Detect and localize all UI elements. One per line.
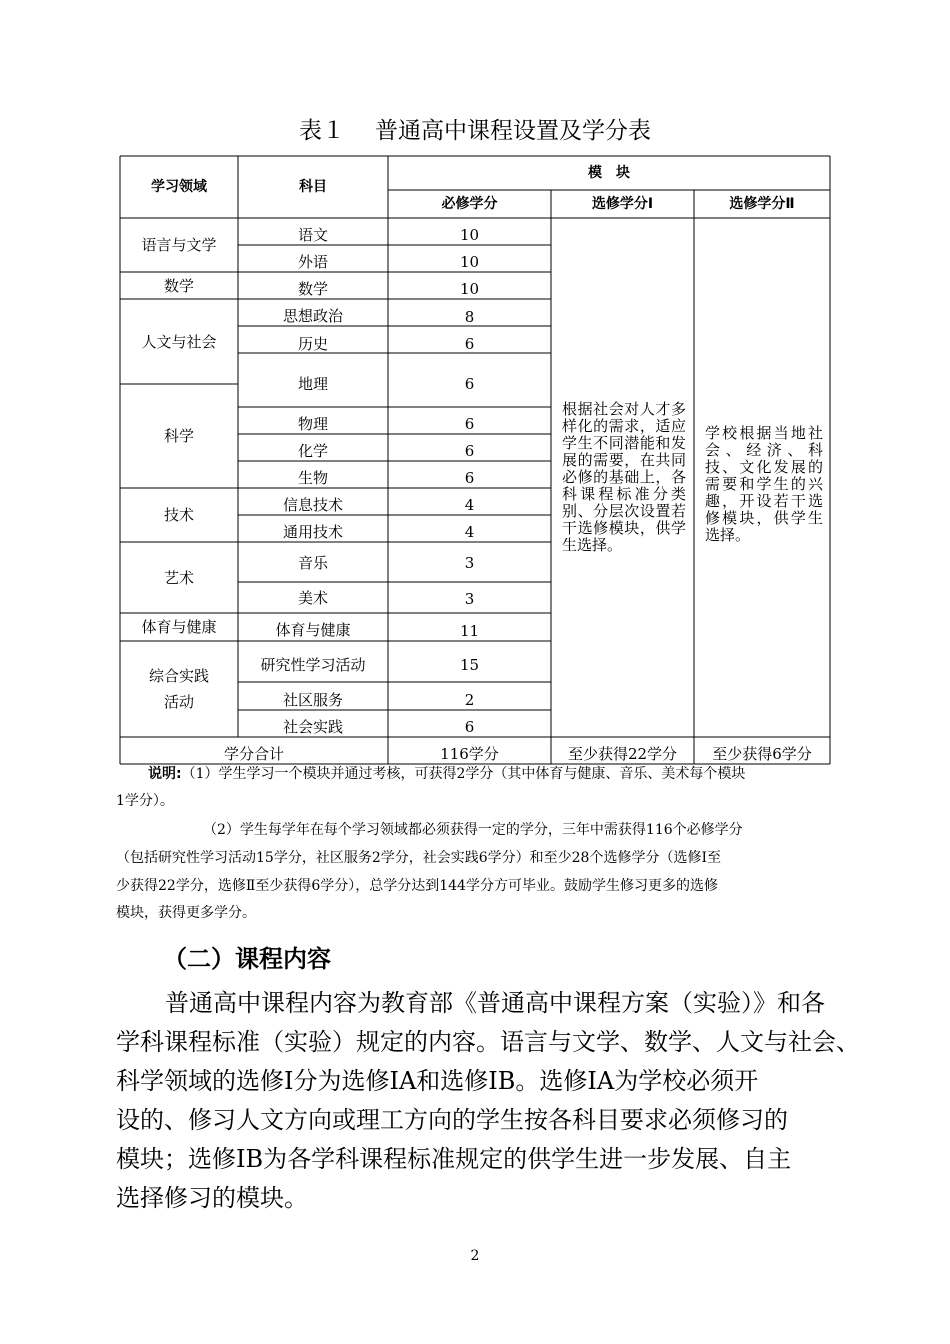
table-row-subject: 外语 [297,253,328,271]
total-elective2: 至少获得6学分 [712,745,812,763]
note-2-line2: （包括研究性学习活动15学分，社区服务2学分，社会实践6学分）和至少28个选修学分（选修Ⅰ至 [116,850,721,866]
table-row-subject: 社区服务 [282,691,343,709]
header-module: 模 块 [588,165,630,181]
table-row-credits: 6 [464,442,475,460]
header-subject: 科目 [299,179,327,195]
total-elective1: 至少获得22学分 [567,745,678,763]
domain-pe: 体育与健康 [141,618,217,636]
table-row-subject: 研究性学习活动 [260,656,366,674]
domain-science: 科学 [163,427,194,445]
table-row-subject: 思想政治 [282,307,343,325]
note-1-line2: 1学分）。 [116,793,174,809]
body-line-6: 选择修习的模块。 [116,1184,308,1212]
table-row-subject: 化学 [297,442,328,460]
table-row-credits: 11 [459,622,480,640]
elective1-description: 根据社会对人才多样化的需求，适应学生不同潜能和发展的需要，在共同必修的基础上，各科课程标准分类别、分层次设置若干选修模块，供学生选择。 [562,400,686,554]
table-row-credits: 15 [459,656,480,674]
table-row-subject: 物理 [297,415,328,433]
table-row-credits: 3 [464,590,475,608]
body-line-2: 学科课程标准（实验）规定的内容。语言与文学、数学、人文与社会、 [116,1028,860,1056]
domain-practice-line2: 活动 [163,693,194,711]
table-row-subject: 语文 [297,226,328,244]
table-row-subject: 社会实践 [282,718,343,736]
table-row-subject: 美术 [297,589,328,607]
table-row-credits: 4 [464,523,475,541]
page-number: 2 [470,1248,480,1264]
elective2-description: 学校根据当地社会、经济、科技、文化发展的需要和学生的兴趣，开设若干选修模块，供学生选择。 [705,424,823,544]
table-row-subject: 数学 [297,280,328,298]
table-row-subject: 地理 [297,375,328,393]
table-row-subject: 生物 [297,469,328,487]
header-domain: 学习领域 [151,179,207,195]
section-heading: （二）课程内容 [163,945,331,973]
table-row-credits: 6 [464,415,475,433]
table-row-credits: 10 [459,253,480,271]
table-row-credits: 10 [459,226,480,244]
note-label: 说明: [148,766,182,782]
note-2-line4: 模块，获得更多学分。 [116,905,256,921]
table-row-credits: 10 [459,280,480,298]
table-row-credits: 6 [464,375,475,393]
total-required: 116学分 [440,745,499,763]
header-elective1: 选修学分Ⅰ [591,196,654,212]
table-row-subject: 通用技术 [282,523,343,541]
domain-language: 语言与文学 [141,236,217,254]
table-row-credits: 6 [464,335,475,353]
note-2-line3: 少获得22学分，选修Ⅱ至少获得6学分），总学分达到144学分方可毕业。鼓励学生修习更多的选修 [116,878,718,894]
domain-practice-line1: 综合实践 [148,667,209,685]
body-line-3: 科学领域的选修Ⅰ分为选修IA和选修IB。选修IA为学校必须开 [116,1067,759,1095]
body-line-5: 模块；选修IB为各学科课程标准规定的供学生进一步发展、自主 [116,1145,792,1173]
table-row-credits: 4 [464,496,475,514]
table-row-subject: 体育与健康 [275,621,351,639]
note-1-line1 [148,759,874,789]
domain-humanities: 人文与社会 [141,332,217,351]
table-row-subject: 音乐 [297,554,328,572]
table-row-credits: 2 [464,691,475,709]
domain-technology: 技术 [163,506,194,524]
table-row-subject: 历史 [297,335,328,353]
header-elective2: 选修学分Ⅱ [729,196,795,212]
table-row-subject: 信息技术 [282,496,343,514]
body-line-4: 设的、修习人文方向或理工方向的学生按各科目要求必须修习的 [116,1106,788,1134]
body-line-1: 普通高中课程内容为教育部《普通高中课程方案（实验）》和各 [165,989,825,1017]
table-number: 表１ [299,118,345,144]
table-title-text: 普通高中课程设置及学分表 [375,118,651,144]
table-row-credits: 3 [464,554,475,572]
header-required: 必修学分 [441,196,498,212]
table-row-credits: 8 [464,308,475,326]
domain-math: 数学 [163,276,194,295]
domain-practice [120,641,238,737]
total-label: 学分合计 [223,745,284,763]
domain-arts: 艺术 [163,568,194,587]
table-row-credits: 6 [464,718,475,736]
note-1-text: （1）学生学习一个模块并通过考核，可获得2学分（其中体育与健康、音乐、美术每个模块 [181,766,746,782]
note-2-line1: （2）学生每学年在每个学习领域都必须获得一定的学分，三年中需获得116个必修学分 [203,822,743,838]
table-row-credits: 6 [464,469,475,487]
